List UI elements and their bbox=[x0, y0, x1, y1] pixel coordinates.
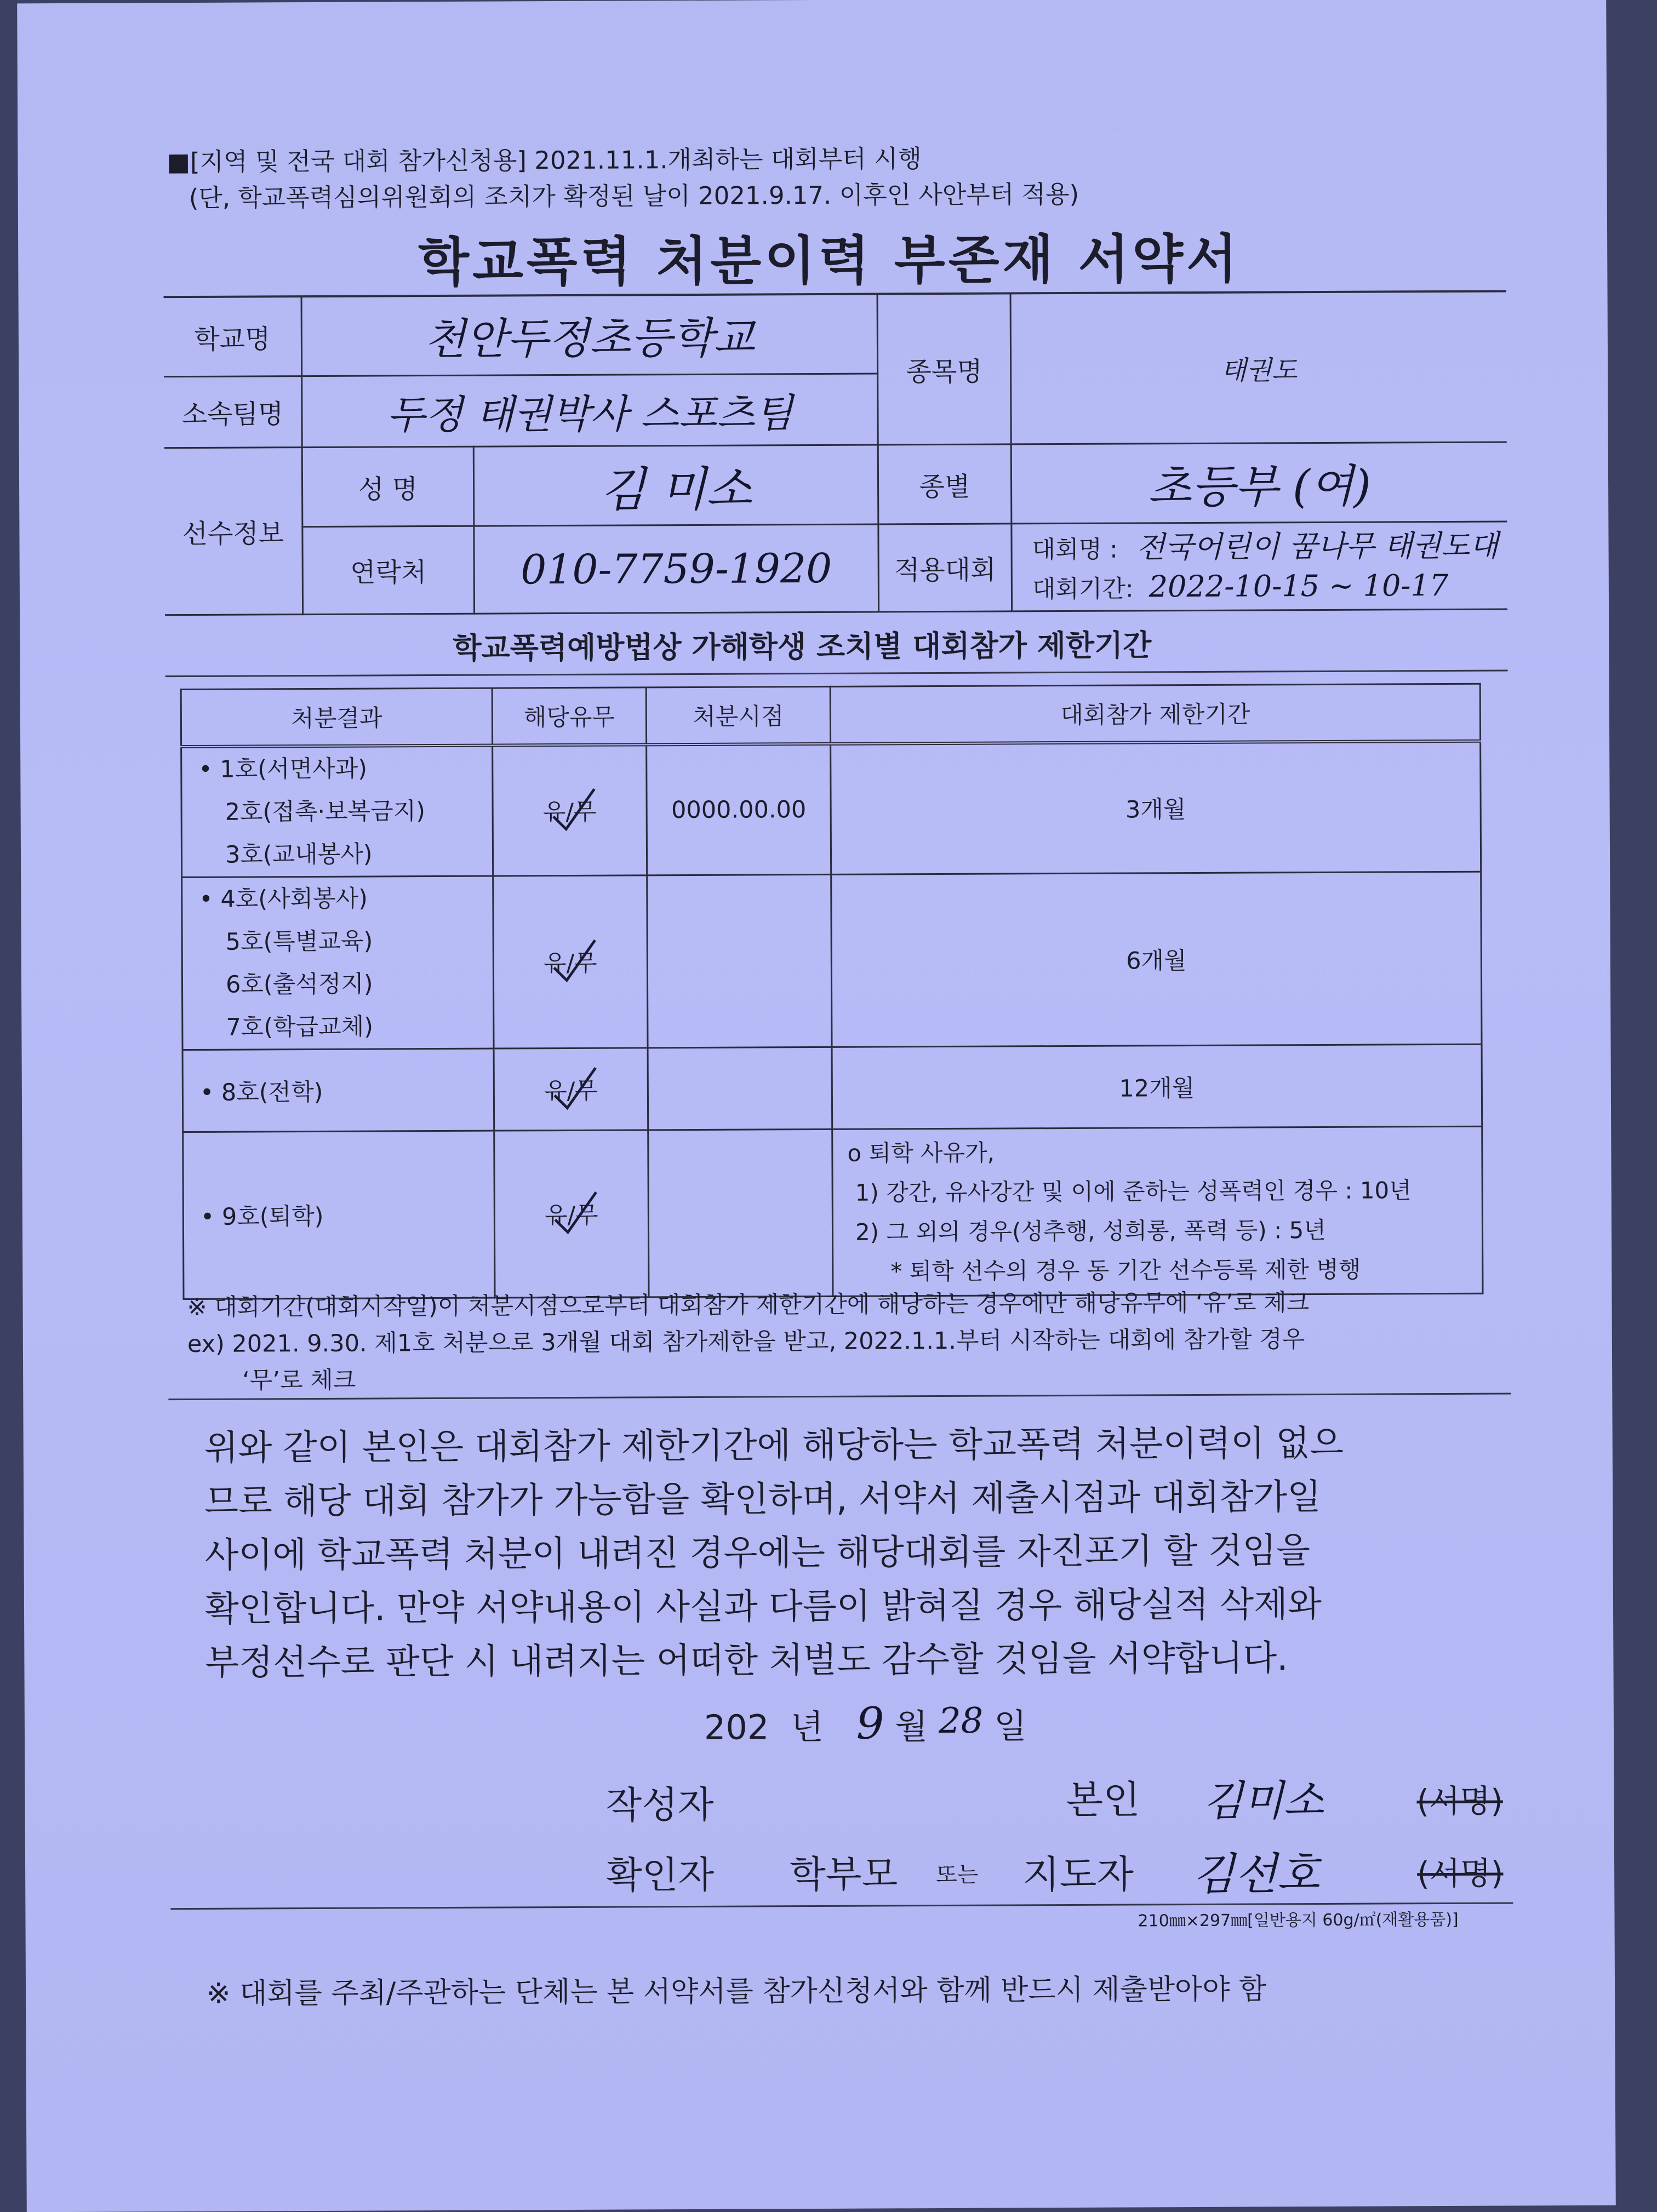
date-month-unit: 월 bbox=[895, 1706, 928, 1747]
sanction-results bbox=[182, 876, 494, 1050]
team-value: 두정 태권박사 스포츠팀 bbox=[302, 374, 878, 448]
col-date: 처분시점 bbox=[646, 686, 830, 744]
date-cell bbox=[647, 874, 832, 1047]
period-cell: 12개월 bbox=[832, 1044, 1482, 1129]
period-cell: 3개월 bbox=[831, 741, 1481, 874]
player-info-label: 선수정보 bbox=[164, 448, 303, 615]
period-cell: 6개월 bbox=[831, 872, 1482, 1047]
col-status: 해당유무 bbox=[492, 687, 646, 745]
status-cell[interactable] bbox=[493, 875, 648, 1048]
self-seal: (서명) bbox=[1416, 1782, 1504, 1820]
pledge-date bbox=[704, 1697, 1027, 1750]
expulsion-line: 2) 그 외의 경우(성추행, 성희롱, 폭력 등) : 5년 bbox=[855, 1216, 1326, 1246]
table-row bbox=[181, 741, 1481, 877]
expulsion-line: * 퇴학 선수의 경우 동 기간 선수등록 제한 병행 bbox=[890, 1256, 1361, 1285]
applied-event-label: 적용대회 bbox=[878, 524, 1012, 612]
event-period-label: 대회기간: bbox=[1032, 574, 1134, 603]
header-subnotice: (단, 학교폭력심의위원회의 조치가 확정된 날이 2021.9.17. 이후인 사안부터 적용) bbox=[188, 179, 1079, 213]
status-value: 유/무 bbox=[544, 1201, 598, 1230]
division-value: 초등부 (여) bbox=[1011, 442, 1507, 524]
date-day-unit: 일 bbox=[993, 1706, 1027, 1746]
date-cell: 0000.00.00 bbox=[647, 743, 831, 875]
checkmark-icon bbox=[545, 1062, 598, 1115]
expulsion-line: o 퇴학 사유가, bbox=[847, 1139, 995, 1167]
coach-label: 지도자 bbox=[1022, 1852, 1134, 1898]
table-row bbox=[182, 872, 1482, 1050]
checkmark-icon bbox=[545, 935, 597, 988]
pledge-line: 사이에 학교폭력 처분이 내려진 경우에는 해당대회를 자진포기 할 것임을 bbox=[204, 1531, 1311, 1576]
sanction-item: 5호(특별교육) bbox=[225, 927, 373, 956]
status-cell[interactable] bbox=[494, 1130, 649, 1297]
pledge-line: 므로 해당 대회 참가가 가능함을 확인하며, 서약서 제출시점과 대회참가일 bbox=[204, 1476, 1322, 1522]
footer-note: ※ 대회를 주최/주관하는 단체는 본 서약서를 참가신청서와 함께 반드시 제출받아야 함 bbox=[206, 1973, 1267, 2010]
status-value: 유/무 bbox=[542, 798, 597, 827]
date-year: 202 bbox=[704, 1707, 769, 1747]
sanction-results bbox=[181, 745, 493, 877]
note-check-rule: ※ 대회기간(대회시작일)이 처분시점으로부터 대회참가 제한기간에 해당하는 경우에만 해당유무에 ‘유’로 체크 bbox=[187, 1289, 1310, 1322]
expulsion-line: 1) 강간, 유사강간 및 이에 준하는 성폭력인 경우 : 10년 bbox=[855, 1176, 1412, 1206]
date-day: 28 bbox=[938, 1700, 984, 1742]
coach-seal: (서명) bbox=[1416, 1854, 1504, 1893]
name-value: 김 미소 bbox=[473, 445, 878, 526]
note-example-cont: ‘무’로 체크 bbox=[242, 1366, 356, 1395]
contact-value: 010-7759-1920 bbox=[474, 524, 879, 614]
table-row bbox=[183, 1126, 1483, 1299]
sport-value: 태권도 bbox=[1010, 291, 1507, 444]
parent-label: 학부모 bbox=[789, 1853, 898, 1897]
sanction-item: 2호(접촉·보복금지) bbox=[225, 797, 426, 826]
sanction-item: • 8호(전학) bbox=[199, 1078, 323, 1107]
pledge-document bbox=[17, 0, 1616, 2212]
event-info bbox=[1012, 522, 1507, 611]
self-label: 본인 bbox=[1066, 1777, 1140, 1823]
col-result: 처분결과 bbox=[181, 688, 492, 746]
notes-rule bbox=[168, 1392, 1511, 1400]
school-label: 학교명 bbox=[164, 297, 302, 377]
sanction-item: • 4호(사회봉사) bbox=[199, 885, 368, 913]
contact-label: 연락처 bbox=[302, 526, 475, 614]
sanction-results bbox=[183, 1131, 495, 1299]
info-table bbox=[164, 290, 1508, 616]
note-example: ex) 2021. 9.30. 제1호 처분으로 3개월 대회 참가제한을 받고, 2022.1.1.부터 시작하는 대회에 참가할 경우 bbox=[187, 1326, 1305, 1359]
coach-signature: 김선호 bbox=[1192, 1848, 1320, 1900]
status-value: 유/무 bbox=[544, 1077, 598, 1105]
section-rule bbox=[165, 669, 1508, 677]
writer-label: 작성자 bbox=[605, 1783, 714, 1827]
date-month: 9 bbox=[856, 1698, 884, 1749]
name-label: 성 명 bbox=[302, 446, 474, 526]
sanction-item: 3호(교내봉사) bbox=[225, 840, 373, 869]
section-title: 학교폭력예방법상 가해학생 조치별 대회참가 제한기간 bbox=[453, 628, 1152, 666]
header-notice: ■[지역 및 전국 대회 참가신청용] 2021.11.1.개최하는 대회부터 시행 bbox=[167, 144, 922, 177]
date-cell bbox=[648, 1047, 832, 1130]
sanction-results bbox=[182, 1048, 494, 1132]
sanction-item: • 1호(서면사과) bbox=[198, 755, 368, 783]
pledge-line: 확인합니다. 만약 서약내용이 사실과 다름이 밝혀질 경우 해당실적 삭제와 bbox=[204, 1584, 1322, 1630]
paper-spec: 210㎜×297㎜[일반용지 60g/㎡(재활용품)] bbox=[1138, 1910, 1459, 1931]
school-value: 천안두정초등학교 bbox=[301, 294, 878, 376]
date-cell bbox=[648, 1129, 833, 1297]
team-label: 소속팀명 bbox=[164, 376, 302, 448]
sport-label: 종목명 bbox=[877, 294, 1011, 445]
status-cell[interactable] bbox=[494, 1047, 648, 1130]
expulsion-period-cell bbox=[832, 1126, 1483, 1296]
event-name-value: 전국어린이 꿈나무 태권도대회 bbox=[1136, 528, 1499, 564]
or-label: 또는 bbox=[936, 1862, 979, 1888]
status-cell[interactable] bbox=[493, 744, 647, 876]
sanction-item: • 9호(퇴학) bbox=[200, 1202, 324, 1231]
status-value: 유/무 bbox=[543, 949, 597, 978]
self-signature: 김미소 bbox=[1203, 1775, 1324, 1825]
document-title: 학교폭력 처분이력 부존재 서약서 bbox=[418, 228, 1241, 294]
date-year-unit: 년 bbox=[790, 1706, 824, 1747]
pledge-line: 부정선수로 판단 시 내려지는 어떠한 처벌도 감수할 것임을 서약합니다. bbox=[205, 1638, 1288, 1683]
sanction-item: 7호(학급교체) bbox=[226, 1013, 374, 1041]
sanction-item: 6호(출석정지) bbox=[225, 970, 373, 999]
division-label: 종별 bbox=[878, 444, 1012, 524]
table-row bbox=[182, 1044, 1482, 1132]
checkmark-icon bbox=[546, 1187, 598, 1240]
confirmer-label: 확인자 bbox=[605, 1853, 715, 1898]
col-period: 대회참가 제한기간 bbox=[830, 684, 1480, 743]
checkmark-icon bbox=[544, 784, 597, 836]
event-name-label: 대회명 : bbox=[1032, 535, 1118, 564]
pledge-line: 위와 같이 본인은 대회참가 제한기간에 해당하는 학교폭력 처분이력이 없으 bbox=[204, 1423, 1344, 1469]
sanction-table bbox=[180, 683, 1484, 1300]
pledge-text bbox=[204, 1417, 1345, 1690]
event-period-value: 2022-10-15 ~ 10-17 bbox=[1149, 568, 1449, 604]
